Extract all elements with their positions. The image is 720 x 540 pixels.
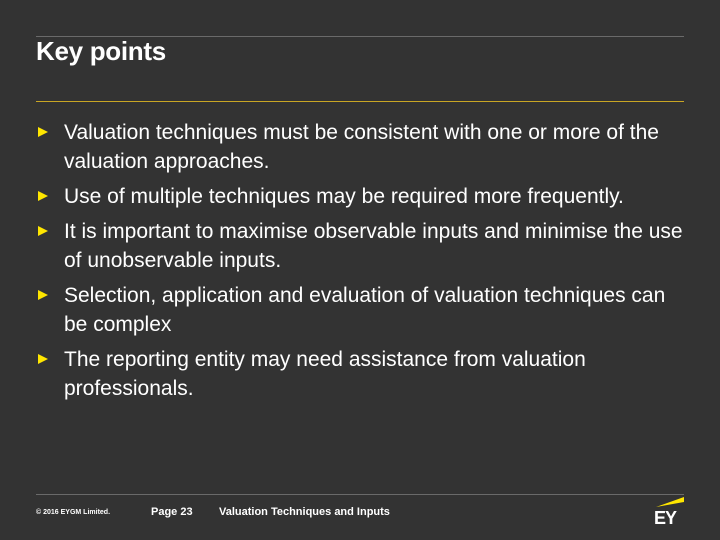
footer-divider xyxy=(36,494,684,495)
footer-copyright: © 2016 EYGM Limited. xyxy=(36,509,111,516)
triangle-right-icon xyxy=(38,127,48,137)
footer-page-number: Page 23 xyxy=(151,506,193,518)
bullet-text: It is important to maximise observable inputs and minimise the use of unobservable inputs. xyxy=(64,220,683,272)
footer-topic: Valuation Techniques and Inputs xyxy=(219,506,390,518)
bullet-item xyxy=(36,217,686,275)
bullet-text: Selection, application and evaluation of valuation techniques can be complex xyxy=(64,284,666,336)
bullet-item xyxy=(36,182,686,211)
triangle-right-icon xyxy=(38,226,48,236)
bullet-text: The reporting entity may need assistance from valuation professionals. xyxy=(64,348,586,400)
title-accent-divider xyxy=(36,101,684,102)
bullet-text: Valuation techniques must be consistent with one or more of the valuation approaches. xyxy=(64,121,659,173)
bullet-item xyxy=(36,345,686,403)
ey-logo-text: EY xyxy=(654,508,677,528)
bullet-list xyxy=(36,118,686,409)
slide-title: Key points xyxy=(36,36,166,66)
bullet-text: Use of multiple techniques may be required more frequently. xyxy=(64,185,624,208)
ey-logo-beam-icon xyxy=(652,496,686,508)
ey-logo xyxy=(652,496,686,530)
bullet-item xyxy=(36,281,686,339)
bullet-item xyxy=(36,118,686,176)
triangle-right-icon xyxy=(38,191,48,201)
triangle-right-icon xyxy=(38,354,48,364)
triangle-right-icon xyxy=(38,290,48,300)
